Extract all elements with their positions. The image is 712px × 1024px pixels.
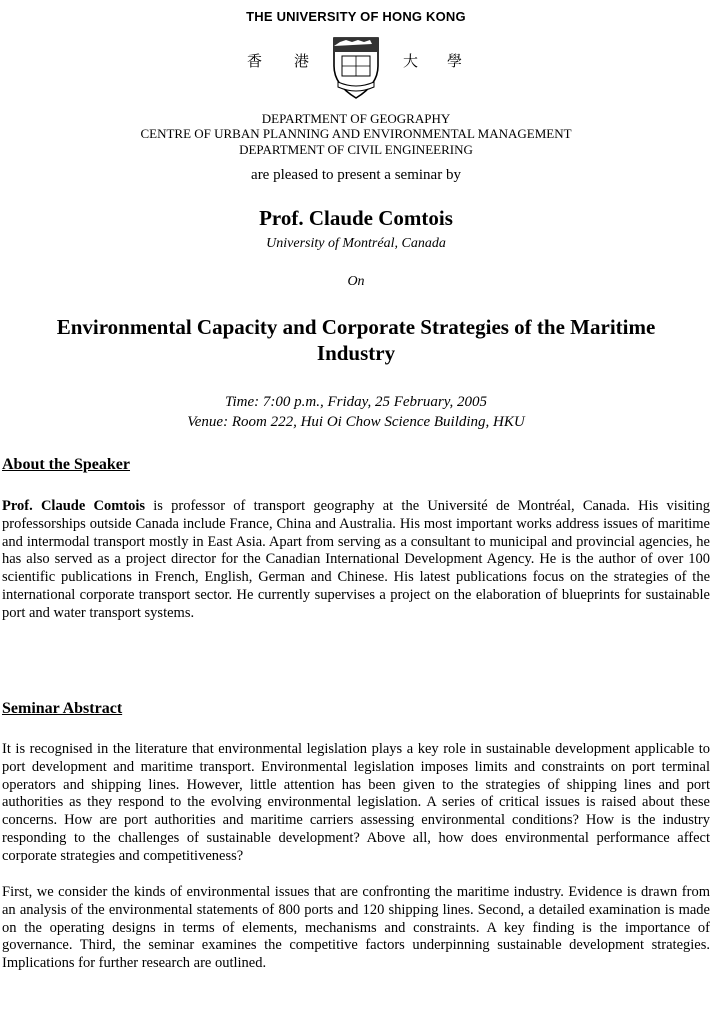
university-crest-logo <box>330 36 382 102</box>
chinese-char: 港 <box>294 52 310 70</box>
chinese-char: 大 <box>403 52 419 70</box>
department-line: DEPARTMENT OF CIVIL ENGINEERING <box>239 142 473 157</box>
about-text: is professor of transport geography at the Université de Montréal, Canada. His visiting professorships outside Canada include France, China and Australia. His most important works address issues of maritime and intermodal transport mostly in East Asia. Apart from serving as a consultant to municipal and provincial agencies, he has also served as a project director for the Canadian International Development Agency. He is the author of over 100 scientific publications in French, English, German and Chinese. His latest publications focus on the strategies of the international corporate transport sector. He currently supervises a project on the elaboration of blueprints for sustainable port and water transport systems. <box>2 498 710 621</box>
speaker-name-inline: Prof. Claude Comtois <box>2 498 146 514</box>
seminar-title: Environmental Capacity and Corporate Strategies of the Maritime Industry <box>56 315 656 365</box>
intro-text: are pleased to present a seminar by <box>251 167 461 183</box>
university-name: THE UNIVERSITY OF HONG KONG <box>246 9 466 24</box>
chinese-char: 香 <box>247 52 263 70</box>
about-paragraph <box>2 498 710 623</box>
about-heading: About the Speaker <box>2 456 131 473</box>
department-line: CENTRE OF URBAN PLANNING AND ENVIRONMENTAL MANAGEMENT <box>140 126 572 141</box>
abstract-paragraph: It is recognised in the literature that environmental legislation plays a key role in sustainable development applicable to port development and maritime transport. Environmental legislation imposes limits and constraints on port terminal operators and shipping lines. However, little attention has been given to the strategies of shipping lines and port authorities as they respond to the evolving environmental legislation. A series of critical issues is raised about these concerns. How are port authorities and maritime carriers assessing environmental conditions? How is the industry responding to the challenges of sustainable development? Above all, how does environmental performance affect corporate strategies and competitiveness? <box>2 741 710 864</box>
department-line: DEPARTMENT OF GEOGRAPHY <box>261 111 451 126</box>
on-label: On <box>347 274 365 289</box>
abstract-paragraph: First, we consider the kinds of environmental issues that are confronting the maritime industry. Evidence is drawn from an analysis of the environmental statements of 800 ports and 120 shipping lines. Second, a detailed examination is made on the operating designs in terms of elements, mechanisms and constraints. A key finding is the importance of governance. Third, the seminar examines the competitive factors underpinning sustainable development strategies. Implications for further research are outlined. <box>2 884 710 972</box>
seminar-venue: Venue: Room 222, Hui Oi Chow Science Building, HKU <box>187 414 525 430</box>
speaker-name: Prof. Claude Comtois <box>259 206 453 230</box>
chinese-char: 學 <box>447 52 463 70</box>
speaker-affiliation: University of Montréal, Canada <box>266 236 446 251</box>
seminar-time: Time: 7:00 p.m., Friday, 25 February, 2005 <box>224 394 488 410</box>
abstract-heading: Seminar Abstract <box>2 700 123 717</box>
